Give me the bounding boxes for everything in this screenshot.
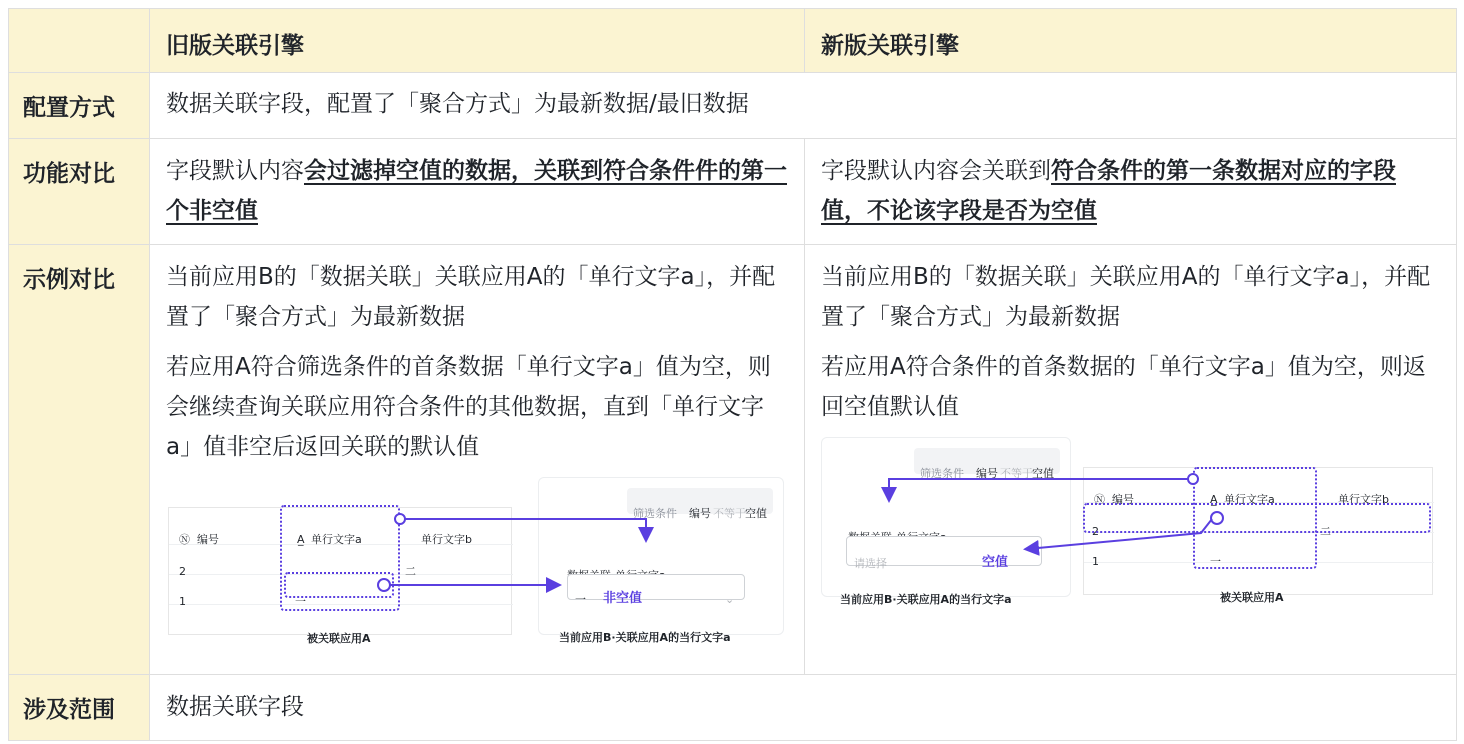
- filter-field: 编号: [689, 507, 711, 520]
- example-new-cell: [805, 245, 1457, 675]
- new-col-b-header: 单行文字b: [1338, 493, 1389, 506]
- old-arrows: [166, 477, 788, 637]
- table-row-feature: [9, 139, 1457, 245]
- example-new-p1: 当前应用B的「数据关联」关联应用A的「单行文字a」，并配置了「聚合方式」为最新数据: [821, 264, 1431, 330]
- form-value: 非空值: [603, 591, 643, 606]
- new-filter-label: 筛选条件: [920, 467, 964, 480]
- table-header-row: [9, 9, 1457, 73]
- config-text: 数据关联字段，配置了「聚合方式」为最新数据/最旧数据: [150, 73, 1457, 139]
- col-id-icon: Ⓝ: [179, 533, 190, 546]
- figure-old: [166, 477, 788, 645]
- row1-id: 2: [179, 565, 186, 578]
- row-label-feature: 功能对比: [9, 139, 150, 245]
- new-row1-b: 二: [1320, 525, 1331, 538]
- feature-new-bold: 符合条件的第一条数据对应的字段值，不论该字段是否为空值: [821, 158, 1396, 224]
- example-old-p2: 若应用A符合筛选条件的首条数据「单行文字a」值为空，则会继续查询关联应用符合条件的其他数据，直到「单行文字a」值非空后返回关联的默认值: [166, 354, 771, 460]
- new-row2-id: 1: [1092, 555, 1099, 568]
- header-old-engine: 旧版关联引擎: [150, 9, 805, 73]
- new-col-id-icon: Ⓝ: [1094, 493, 1105, 506]
- new-caption-right: 被关联应用A: [1220, 591, 1284, 604]
- new-row2-a: 一: [1210, 555, 1221, 568]
- comparison-table: [8, 8, 1457, 741]
- feature-old-cell: [150, 139, 805, 245]
- scope-text: 数据关联字段: [150, 675, 1457, 741]
- header-new-engine: 新版关联引擎: [805, 9, 1457, 73]
- col-b-header: 单行文字b: [421, 533, 472, 546]
- comparison-document: [8, 8, 1456, 736]
- new-filter-value: 空值: [1032, 467, 1054, 480]
- row1-b: 二: [405, 565, 416, 578]
- table-row-example: [9, 245, 1457, 675]
- new-arrows: [821, 437, 1441, 597]
- feature-old-bold: 会过滤掉空值的数据，关联到符合条件件的第一个非空值: [166, 158, 787, 224]
- row-label-scope: 涉及范围: [9, 675, 150, 741]
- header-empty-cell: [9, 9, 150, 73]
- new-row1-id: 2: [1092, 525, 1099, 538]
- table-row-scope: [9, 675, 1457, 741]
- example-old-cell: [150, 245, 805, 675]
- text-field-icon: A̲: [297, 533, 305, 546]
- form-dash: 一: [575, 593, 586, 606]
- new-col-id-header: 编号: [1112, 493, 1134, 506]
- new-filter-op: 不等于: [1000, 467, 1033, 480]
- feature-new-prefix: 字段默认内容会关联到: [821, 158, 1051, 184]
- old-caption-left: 被关联应用A: [307, 632, 371, 645]
- new-col-a-header: 单行文字a: [1224, 493, 1275, 506]
- chevron-down-icon: ⌄: [725, 593, 735, 606]
- new-form-placeholder: 请选择: [854, 557, 887, 570]
- filter-value: 空值: [745, 507, 767, 520]
- new-text-field-icon: A̲: [1210, 493, 1218, 506]
- filter-op: 不等于: [713, 507, 746, 520]
- example-new-p2: 若应用A符合条件的首条数据的「单行文字a」值为空，则返回空值默认值: [821, 354, 1426, 420]
- new-filter-field: 编号: [976, 467, 998, 480]
- row-label-config: 配置方式: [9, 73, 150, 139]
- col-id-header: 编号: [197, 533, 219, 546]
- feature-new-cell: [805, 139, 1457, 245]
- example-old-p1: 当前应用B的「数据关联」关联应用A的「单行文字a」，并配置了「聚合方式」为最新数据: [166, 264, 776, 330]
- new-form-value: 空值: [982, 555, 1009, 570]
- row-label-example: 示例对比: [9, 245, 150, 675]
- feature-old-prefix: 字段默认内容: [166, 158, 304, 184]
- new-caption-left: 当前应用B·关联应用A的当行文字a: [840, 593, 1012, 606]
- table-row-config: [9, 73, 1457, 139]
- row2-a: 一: [295, 595, 306, 608]
- figure-new: [821, 437, 1441, 606]
- row2-id: 1: [179, 595, 186, 608]
- col-a-header: 单行文字a: [311, 533, 362, 546]
- filter-label: 筛选条件: [633, 507, 677, 520]
- old-caption-right: 当前应用B·关联应用A的当行文字a: [559, 631, 731, 644]
